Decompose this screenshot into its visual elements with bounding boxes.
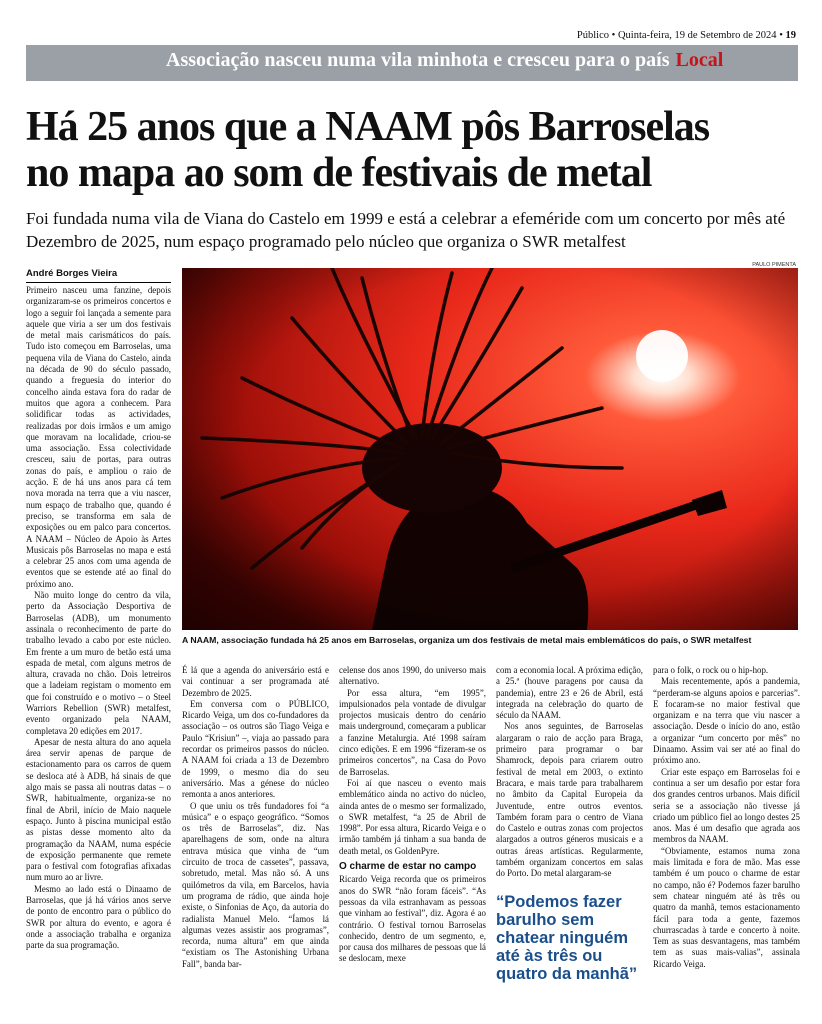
paragraph: Mais recentemente, após a pandemia, “perderam-se alguns apoios e parcerias”. E focaram-se no maior festival que organizam e na terra que viu nascer a associação. Desde o início do ano, estão a organizar “um concerto por mês” no Dinaamo. Assim vai ser até ao final do próximo ano.	[653, 676, 800, 766]
headline-line-2: no mapa ao som de festivais de metal	[26, 150, 652, 196]
article-column-4	[496, 665, 643, 880]
paragraph: Nos anos seguintes, de Barroselas alargaram o raio de acção para Braga, primeiro para programar o bar Shamrock, depois para criarem outro festival de metal em 2003, o extinto Bracara, e mais tarde para trabalharem no âmbito da Capital Europeia da Juventude, entre outros eventos. Também foram para o centro de Viana do Castelo e outras zonas com projectos alargados a outros géneros musicais e a outras áreas artísticas. Regularmente, também organizam concertos em salas do Porto. Do metal alargaram-se	[496, 721, 643, 879]
article-column-1	[26, 285, 171, 952]
photo-credit: PAULO PIMENTA	[752, 262, 796, 268]
paragraph: celense dos anos 1990, do universo mais alternativo.	[339, 665, 486, 687]
paragraph: Primeiro nasceu uma fanzine, depois organizaram-se os primeiros concertos e logo a seguir foi lançada a semente para aquele que viria a ser um dos festivais de metal mais carismáticos do país. Tudo isto começou em Barroselas, uma pequena vila de Viana do Castelo, ainda na década de 90 do século passado, quando a freguesia do interior do concelho ainda estava fora do radar de muitos que agora a conhecem. Para solidificar todas as actividades, realizadas por dois irmãos e um amigo que moravam na localidade, criou-se uma associação. Essa colectividade cresceu, saiu de portas, para outras zonas do país, e ampliou o raio de acção. E de há uns anos para cá tem nova morada na terra que a viu nascer, num espaço de trabalho que, quando é preciso, se transforma em sala de exposições ou em palco para concertos. A NAAM – Núcleo de Apoio às Artes Musicais pôs Barroselas no mapa e está a celebrar 25 anos com uma agenda de eventos que se estende até ao final do próximo ano.	[26, 285, 171, 589]
paragraph: O que uniu os três fundadores foi “a música” e o espaço geográfico. “Somos os três de Barroselas”, diz. Nas aparelhagens de som, onde na altura entrava música que vinha de “um circuito de troca de cassetes”, passava, sobretudo, metal. Mas não só. A uns quilómetros da vila, em Barcelos, havia um programa de rádio, que ainda hoje existe, o Sinfonias de Aço, da autoria do radialista Manuel Melo. “Íamos lá algumas vezes assistir aos programas”, recorda, numa altura” em que ainda “existiam os The Astonishing Urbana Fall”, banda bar-	[182, 800, 329, 969]
photo-illustration	[182, 268, 798, 630]
byline-rule	[26, 282, 171, 283]
paragraph: Ricardo Veiga recorda que os primeiros anos do SWR “não foram fáceis”. “As pessoas da vila estranhavam as pessoas que vinham ao festival”, diz. Agora é ao contrário. O festival tornou Barroselas conhecido, dentro de um segmento, e, por causa dos milhares de pessoas que lá se deslocam, mexe	[339, 874, 486, 964]
paragraph: Por essa altura, “em 1995”, impulsionados pela vontade de divulgar projectos musicais dentro do cenário mais underground, começaram a publicar a fanzine Metalurgia. Até 1998 saíram cinco edições. E em 1996 “fizeram-se os primeiros concertos”, na Casa do Povo de Barroselas.	[339, 687, 486, 777]
photo-caption: A NAAM, associação fundada há 25 anos em Barroselas, organiza um dos festivais de metal mais emblemáticos do país, o SWR metalfest	[182, 635, 752, 645]
standfirst: Foi fundada numa vila de Viana do Castelo em 1999 e está a celebrar a efeméride com um concerto por mês até Dezembro de 2025, num espaço programado pelo núcleo que organiza o SWR metalfest	[26, 209, 786, 251]
article-column-3	[339, 665, 486, 965]
paragraph: para o folk, o rock ou o hip-hop.	[653, 665, 769, 675]
main-photo	[182, 268, 798, 630]
page-number: 19	[785, 30, 796, 41]
headline	[26, 104, 806, 196]
separator-dot: •	[779, 30, 786, 41]
paragraph: Foi aí que nasceu o evento mais emblemático ainda no activo do núcleo, ainda antes de o mesmo ser formalizado, o SWR metalfest, “a 25 de Abril de 1998”. Por essa altura, Ricardo Veiga e o irmão também já tinham a sua banda de death metal, os GoldenPyre.	[339, 777, 486, 856]
paragraph: Apesar de nesta altura do ano aquela área servir apenas de parque de estacionamento para os carros de quem se desloca até à ADB, há sinais de que algo mais se passa ali noutras datas – o SWR, habitualmente, organiza-se no final de Abril, início de Maio naquele espaço. Junto à piscina municipal estão as pistas desse momento alto da programação da NAAM, numa espécie de exposição permanente que remete para o festival com fotografias afixadas num muro ao ar livre.	[26, 736, 171, 883]
pull-quote: “Podemos fazer barulho sem chatear ninguém até às três ou quatro da manhã”	[496, 893, 638, 983]
section-name: Local	[675, 49, 724, 71]
paragraph: Mesmo ao lado está o Dinaamo de Barroselas, que já há vários anos serve de ponto de encontro para o público do SWR por altura do evento, e agora é onde a associação trabalha e organiza parte da sua programação.	[26, 883, 171, 951]
article-column-5	[653, 665, 800, 970]
page-header-info	[577, 30, 796, 41]
paragraph: “Obviamente, estamos numa zona mais limitada e fora de mão. Mas esse também é um pouco o charme de estar no campo, não é? Podemos fazer barulho sem chatear ninguém até às três ou quatro da manhã, temos estacionamento fácil para toda a gente, fazemos churrascadas à tarde e concerto à noite. Tem as suas desvantagens, mas também tem as suas mais-valias”, assinala Ricardo Veiga.	[653, 845, 800, 969]
paragraph: com a economia local. A próxima edição, a 25.ª (houve paragens por causa da pandemia), entre 23 e 26 de Abril, está integrada na celebração do quarto de século da NAAM.	[496, 665, 643, 721]
headline-line-1: Há 25 anos que a NAAM pôs Barroselas	[26, 104, 710, 150]
publication-name: Público	[576, 30, 609, 41]
section-kicker	[166, 49, 723, 72]
paragraph: Não muito longe do centro da vila, perto da Associação Desportiva de Barroselas (ADB), um monumento assinala o reconhecimento de parte do trabalho levado a cabo por este núcleo. Em frente a um muro de betão está uma espada de metal, com alguns metros de altura, cravada no chão. Dois letreiros que a ladeiam registam o momento em que foi construído e o motivo – o Steel Warriors Rebellion (SWR) metalfest, evento organizado pela NAAM, completava 20 edições em 2017.	[26, 590, 171, 736]
subheading: O charme de estar no campo	[339, 861, 477, 873]
photo-vignette	[182, 268, 798, 630]
article-column-2	[182, 665, 329, 970]
byline: André Borges Vieira	[26, 268, 118, 279]
kicker-text: Associação nasceu numa vila minhota e cresceu para o país	[166, 49, 670, 71]
paragraph: Criar este espaço em Barroselas foi e continua a ser um desafio por estar fora dos grandes centros urbanos. Mais difícil seria se a associação não tivesse já criado um público fiel ao longo destes 25 anos. Mas é um desafio que agrada aos membros da NAAM.	[653, 766, 800, 845]
separator-dot: •	[611, 30, 618, 41]
paragraph: É lá que a agenda do aniversário está e vai continuar a ser programada até Dezembro de 2025.	[182, 665, 329, 698]
section-bar	[26, 45, 798, 81]
publication-date: Quinta-feira, 19 de Setembro de 2024	[617, 30, 777, 41]
paragraph: Em conversa com o PÚBLICO, Ricardo Veiga, um dos co-fundadores da associação – os outros são Tiago Veiga e Paulo “Krisiun” –, viaja ao passado para recordar os primeiros passos do núcleo. A NAAM foi criada a 13 de Dezembro de 1999, o mesmo dia do seu aniversário. Mas a génese do núcleo remonta a anos anteriores.	[182, 698, 329, 800]
